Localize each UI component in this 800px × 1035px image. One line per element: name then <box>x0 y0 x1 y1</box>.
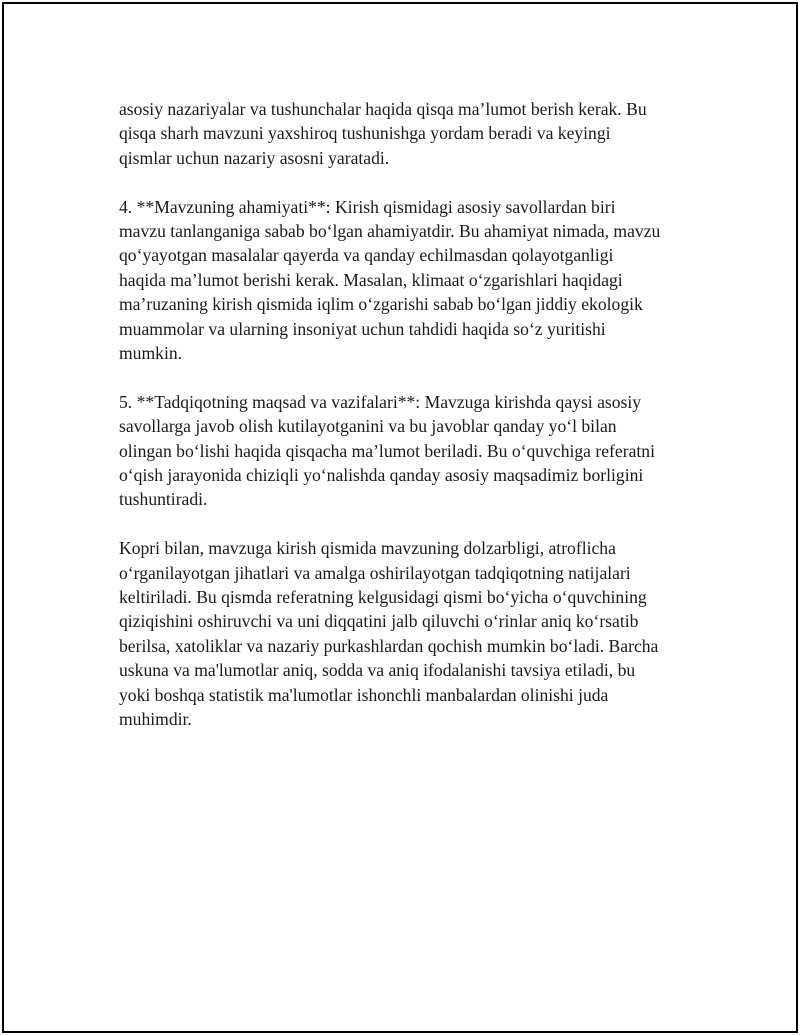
paragraph-theory-summary: asosiy nazariyalar va tushunchalar haqida qisqa ma’lumot berish kerak. Bu qisqa sharh mavzuni yaxshiroq tushunishga yordam beradi va keyingi qismlar uchun nazariy asosni yaratadi. <box>119 99 647 168</box>
paragraph-research-goals: 5. **Tadqiqotning maqsad va vazifalari**: Mavzuga kirishda qaysi asosiy savollarga javob olish kutilayotganini va bu javoblar qanday yo‘l bilan olingan bo‘lishi haqida qisqacha ma’lumot beriladi. Bu o‘quvchiga referatni o‘qish jarayonida chiziqli yo‘nalishda qanday asosiy maqsadimiz borligini tushuntiradi. <box>119 391 655 510</box>
document-body <box>119 97 699 756</box>
paragraph-conclusion: Kopri bilan, mavzuga kirish qismida mavzuning dolzarbligi, atroflicha o‘rganilayotgan jihatlari va amalga oshirilayotgan tadqiqotning natijalari keltiriladi. Bu qismda referatning kelgusidagi qismi bo‘yicha o‘quvchining qiziqishini oshiruvchi va uni diqqatini jalb qiluvchi o‘rinlar aniq ko‘rsatib berilsa, xatoliklar va nazariy purkashlardan qochish mumkin bo‘ladi. Barcha uskuna va ma'lumotlar aniq, sodda va aniq ifodalanishi tavsiya etiladi, bu yoki boshqa statistik ma'lumotlar ishonchli manbalardan olinishi juda muhimdir. <box>119 538 659 730</box>
paragraph-topic-importance: 4. **Mavzuning ahamiyati**: Kirish qismidagi asosiy savollardan biri mavzu tanlanganiga sabab bo‘lgan ahamiyatdir. Bu ahamiyat nimada, mavzu qo‘yayotgan masalalar qayerda va qanday echilmasdan qolayotganligi haqida ma’lumot berishi kerak. Masalan, klimaat o‘zgarishlari haqidagi ma’ruzaning kirish qismida iqlim o‘zgarishi sabab bo‘lgan jiddiy ekologik muammolar va ularning insoniyat uchun tahdidi haqida so‘z yuritishi mumkin. <box>119 196 661 364</box>
document-page <box>2 2 798 1033</box>
